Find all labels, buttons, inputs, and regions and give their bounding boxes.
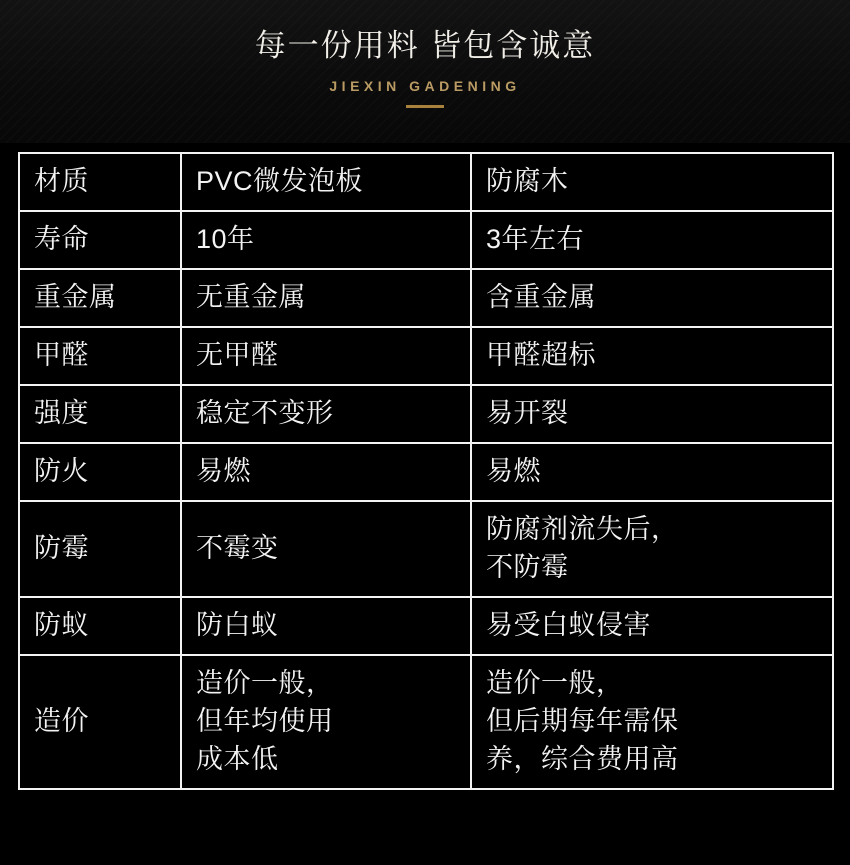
- header-banner: [0, 0, 850, 143]
- page-title: 每一份用料 皆包含诚意: [254, 28, 596, 63]
- cell-line: 稳定不变形: [196, 398, 334, 428]
- cell-line: 造价一般，: [486, 668, 624, 698]
- table-row: [19, 327, 833, 385]
- comparison-table-wrap: [18, 152, 832, 790]
- brand-subtitle: JIEXIN GADENING: [329, 78, 521, 94]
- cell-line: 防腐剂流失后，: [486, 514, 679, 544]
- cell-line: 养，综合费用高: [486, 744, 679, 774]
- row-label-cell: 防蚁: [19, 597, 181, 655]
- table-row: [19, 385, 833, 443]
- pvc-value-cell: [181, 443, 471, 501]
- wood-value-cell: [471, 327, 833, 385]
- cell-line: 易燃: [486, 456, 541, 486]
- table-row: [19, 443, 833, 501]
- cell-line: 无重金属: [196, 282, 306, 312]
- wood-value-cell: [471, 211, 833, 269]
- pvc-value-cell: [181, 211, 471, 269]
- cell-line: 不防霉: [486, 552, 569, 582]
- comparison-table: [18, 152, 834, 790]
- cell-line: 3年左右: [486, 224, 585, 254]
- cell-line: 防白蚁: [196, 610, 279, 640]
- row-label-cell: 寿命: [19, 211, 181, 269]
- row-label-cell: 防火: [19, 443, 181, 501]
- wood-value-cell: [471, 385, 833, 443]
- cell-line: 含重金属: [486, 282, 596, 312]
- pvc-value-cell: [181, 597, 471, 655]
- row-label-cell: 强度: [19, 385, 181, 443]
- pvc-value-cell: [181, 655, 471, 789]
- wood-value-cell: [471, 597, 833, 655]
- row-label-cell: 材质: [19, 153, 181, 211]
- row-label-cell: 重金属: [19, 269, 181, 327]
- table-row: [19, 153, 833, 211]
- cell-line: 易受白蚁侵害: [486, 610, 651, 640]
- pvc-value-cell: [181, 385, 471, 443]
- row-label-cell: 甲醛: [19, 327, 181, 385]
- cell-line: 易燃: [196, 456, 251, 486]
- cell-line: 无甲醛: [196, 340, 279, 370]
- cell-line: 甲醛超标: [486, 340, 596, 370]
- cell-line: 但年均使用: [196, 706, 334, 736]
- wood-value-cell: [471, 269, 833, 327]
- wood-value-cell: [471, 501, 833, 597]
- cell-line: 易开裂: [486, 398, 569, 428]
- wood-value-cell: [471, 443, 833, 501]
- wood-value-cell: [471, 655, 833, 789]
- cell-line: 成本低: [196, 744, 279, 774]
- header-divider: [406, 105, 444, 108]
- table-row: [19, 269, 833, 327]
- row-label-cell: 防霉: [19, 501, 181, 597]
- table-row: [19, 501, 833, 597]
- cell-line: PVC微发泡板: [196, 166, 364, 196]
- row-label-cell: 造价: [19, 655, 181, 789]
- wood-value-cell: [471, 153, 833, 211]
- cell-line: 不霉变: [196, 533, 279, 563]
- pvc-value-cell: [181, 501, 471, 597]
- table-row: [19, 655, 833, 789]
- pvc-value-cell: [181, 153, 471, 211]
- pvc-value-cell: [181, 269, 471, 327]
- pvc-value-cell: [181, 327, 471, 385]
- cell-line: 10年: [196, 224, 255, 254]
- table-row: [19, 597, 833, 655]
- table-row: [19, 211, 833, 269]
- cell-line: 但后期每年需保: [486, 706, 679, 736]
- cell-line: 防腐木: [486, 166, 569, 196]
- cell-line: 造价一般，: [196, 668, 334, 698]
